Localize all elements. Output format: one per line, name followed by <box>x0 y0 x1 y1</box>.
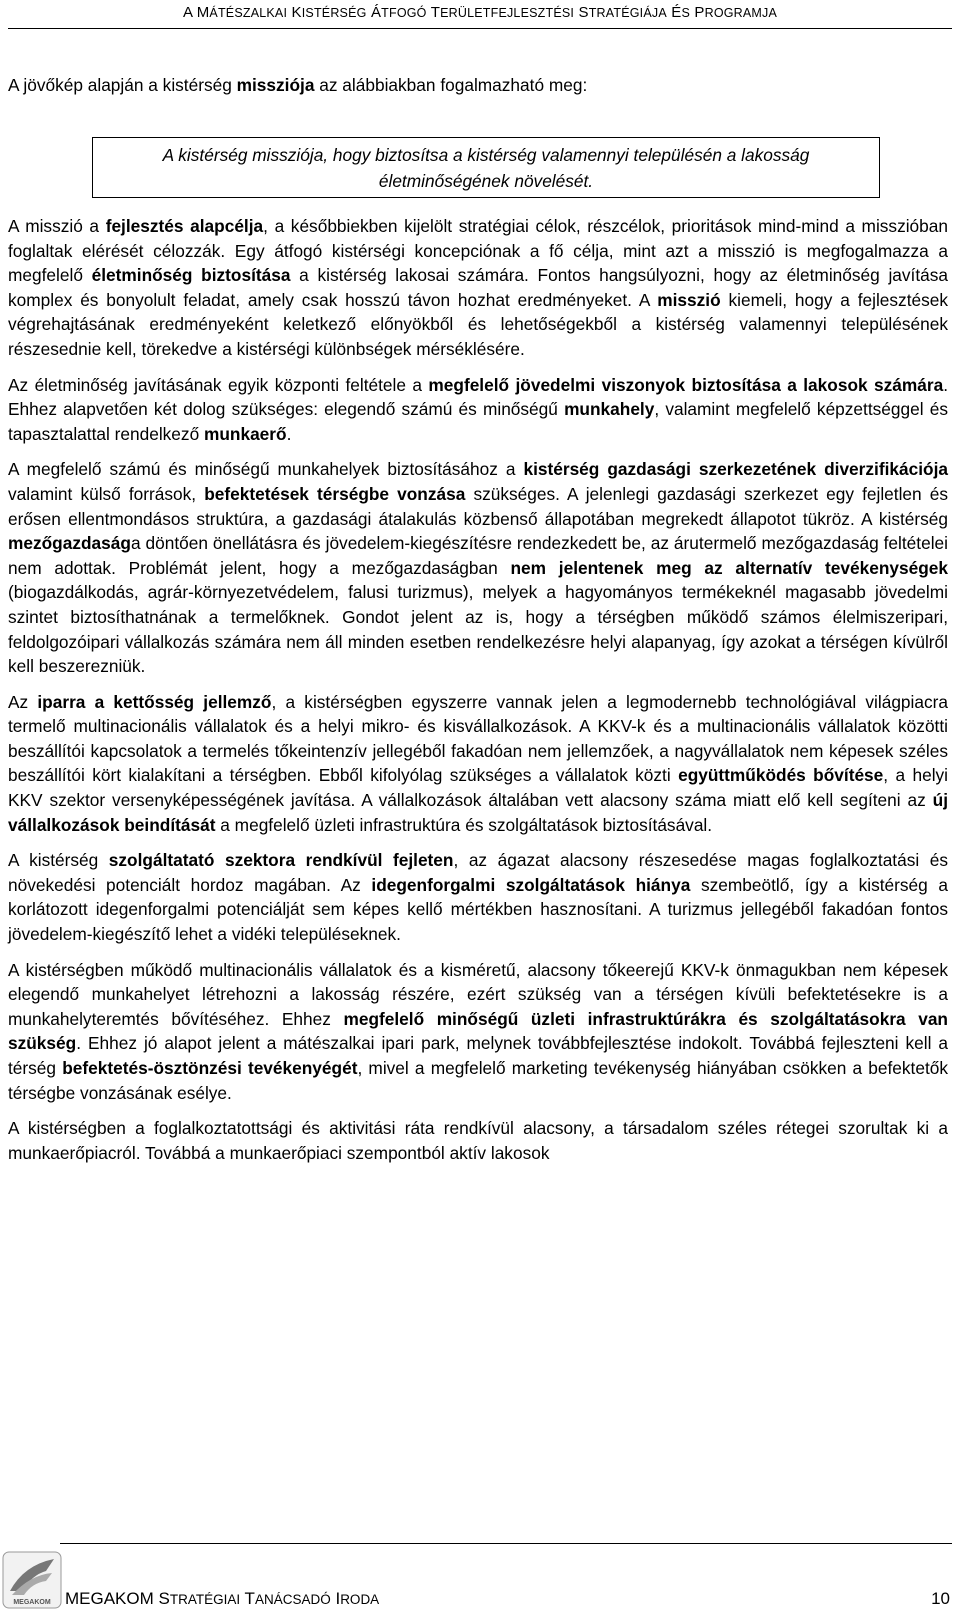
bold-text-run: befektetések térségbe vonzása <box>204 483 466 504</box>
footer-rule <box>60 1543 952 1544</box>
bold-text-run: iparra a kettősség jellemző <box>37 691 272 712</box>
bold-text-run: mezőgazdaság <box>8 533 131 554</box>
text-run: . Ehhez alapvetően két dolog szükséges: elegendő számú és minőségű <box>8 374 948 420</box>
intro-text-pre: A jövőkép alapján a kistérség <box>8 75 237 95</box>
body-paragraph <box>8 848 948 946</box>
intro-text-post: az alábbiakban fogalmazható meg: <box>314 75 588 95</box>
mission-statement-text: A kistérség missziója, hogy biztosítsa a kistérség valamennyi településén a lakosság életminőségének növelését. <box>162 145 810 191</box>
text-run: , valamint megfelelő képzettséggel és tapasztalattal rendelkező <box>8 399 948 444</box>
header-title: A MÁTÉSZALKAI KISTÉRSÉG ÁTFOGÓ TERÜLETFEJLESZTÉSI STRATÉGIÁJA ÉS PROGRAMJA <box>182 4 778 21</box>
text-run: a döntően önellátásra és jövedelem-kiegészítésre rendezkedett be, az árutermelő mezőgazdaság feltételei nem adottak. Problémát jelent, hogy a mezőgazdaságban <box>8 533 948 578</box>
body-paragraph <box>8 1116 948 1165</box>
footer-company: MEGAKOM STRATÉGIAI TANÁCSADÓ IRODA <box>65 1589 380 1608</box>
megakom-logo <box>2 1551 62 1609</box>
page-number: 10 <box>931 1589 950 1608</box>
bold-text-run: idegenforgalmi szolgáltatások hiánya <box>371 874 691 895</box>
text-run: kiemeli, hogy a fejlesztések végrehajtásának eredményeként keletkező előnyökből és lehetőségekből a kistérség valamennyi településének részesednie kell, törekedve a kistérségi különbségek mérséklésére. <box>8 289 948 359</box>
intro-text-bold: missziója <box>236 75 315 95</box>
text-run: Az életminőség javításának egyik központi feltétele a <box>8 374 429 395</box>
running-header <box>8 4 952 21</box>
text-run: A megfelelő számú és minőségű munkahelyek biztosításához a <box>8 459 524 480</box>
mission-statement-box <box>92 137 880 198</box>
text-run: , az ágazat alacsony részesedése magas foglalkoztatási és növekedési potenciált hordoz magában. Az <box>8 850 948 895</box>
body-paragraph <box>8 214 948 362</box>
footer-company-rest: STRATÉGIAI TANÁCSADÓ IRODA <box>158 1589 380 1608</box>
bold-text-run: új vállalkozások beindítását <box>8 790 948 835</box>
text-run: A kistérségben a foglalkoztatottsági és aktivitási ráta rendkívül alacsony, a társadalom széles rétegei szorultak ki a munkaerőpiacról. Továbbá a munkaerőpiaci szempontból aktív lakosok <box>8 1118 948 1163</box>
text-run: a megfelelő üzleti infrastruktúra és szolgáltatások biztosításával. <box>215 814 713 835</box>
text-run: valamint külső források, <box>8 483 205 504</box>
body-paragraph <box>8 690 948 838</box>
bold-text-run: megfelelő jövedelmi viszonyok biztosítása a lakosok számára <box>428 374 944 395</box>
bold-text-run: életminőség biztosítása <box>91 265 291 286</box>
text-run: szembeötlő, így a kistérség a korlátozott idegenforgalmi potenciálját sem képes kellő mértékben hasznosítani. A turizmus jellegéből fakadóan fontos jövedelem-kiegészítő lehet a vidéki településeknek. <box>8 874 948 945</box>
logo-wordmark: MEGAKOM <box>13 1599 51 1606</box>
text-run: , a kistérségben egyszerre vannak jelen a legmodernebb technológiával világpiacra termelő multinacionális vállalatok és a helyi mikro- és kisvállalkozások. A KKV-k és a multinacionális vállalatok közötti beszállítói kapcsolatok a termelés tőkeintenzív jellegéből fakadóan nem jellemzőek, a nagyvállalatok nem képesek széles beszállítói kört kialakítani a térségben. Ebből kifolyólag szükséges a vállalatok közti <box>8 691 948 786</box>
text-run: a kistérség lakosai számára. Fontos hangsúlyozni, hogy az életminőség javítása komplex és bonyolult feladat, amely csak hosszú távon hozhat eredményeket. A <box>8 265 948 310</box>
text-run: , a helyi KKV szektor versenyképességének javítása. A vállalkozások általában vett alacsony száma miatt elő kell segíteni az <box>8 765 949 811</box>
text-run: (biogazdálkodás, agrár-környezetvédelem, falusi turizmus), melyek a hagyományos termékeknél magasabb jövedelmi szintet biztosíthatnának a termelőknek. Gondot jelent az is, hogy a térségben működő számos élelmiszeripari, feldolgozóipari vállalkozás számára nem áll minden esetben rendelkezésre helyi alapanyag, így azokat a térségen kívülről kell beszerezniük. <box>8 582 948 677</box>
bold-text-run: együttműködés bővítése <box>678 765 884 786</box>
bold-text-run: nem jelentenek meg az alternatív tevékenységek <box>510 557 949 578</box>
bold-text-run: befektetés-ösztönzési tevékenyégét <box>62 1058 358 1078</box>
body-text <box>8 214 948 1176</box>
text-run: szükséges. A jelenlegi gazdasági szerkezet egy fejletlen és erősen ellentmondásos struktúra, a gazdasági átalakulás közbenső állapotában megrekedt állapotot tükröz. A kistérség <box>8 483 948 529</box>
bold-text-run: kistérség gazdasági szerkezetének diverzifikációja <box>523 459 948 480</box>
text-run: Az <box>8 691 38 712</box>
header-rule <box>8 28 952 29</box>
text-run: A kistérségben működő multinacionális vállalatok és a kisméretű, alacsony tőkeerejű KKV-k önmagukban nem képesek elegendő munkahelyet létrehozni a lakosság részére, ezért szükség van a térségen kívüli befektetésekre is a munkahelyteremtés bővítéséhez. Ehhez <box>8 959 948 1029</box>
bold-text-run: munkaerő <box>203 423 287 444</box>
text-run: , mivel a megfelelő marketing tevékenység hiányában csökken a befektetők térségbe vonzásának esélye. <box>8 1058 948 1103</box>
body-paragraph <box>8 373 948 447</box>
body-paragraph <box>8 958 948 1106</box>
body-paragraph <box>8 457 948 678</box>
text-run: . <box>286 423 292 444</box>
text-run: , a későbbiekben kijelölt stratégiai célok, részcélok, prioritások mind-mind a misszióban foglaltak elérését célozzák. Egy átfogó kistérségi koncepciónak a fő célja, mint azt a misszió is megfogalmazza a megfelelő <box>8 216 948 286</box>
bold-text-run: fejlesztés alapcélja <box>105 216 264 236</box>
bold-text-run: szolgáltatató szektora rendkívül fejleten <box>108 850 454 871</box>
bold-text-run: misszió <box>657 289 721 310</box>
text-run: A kistérség <box>8 850 109 871</box>
intro-sentence <box>8 75 948 96</box>
bold-text-run: megfelelő minőségű üzleti infrastruktúrákra és szolgáltatásokra van szükség <box>8 1008 948 1054</box>
bold-text-run: munkahely <box>564 399 655 420</box>
text-run: A misszió a <box>8 216 106 236</box>
text-run: . Ehhez jó alapot jelent a mátészalkai ipari park, melynek továbbfejlesztése indokolt. Továbbá fejleszteni kell a térség <box>8 1033 948 1078</box>
